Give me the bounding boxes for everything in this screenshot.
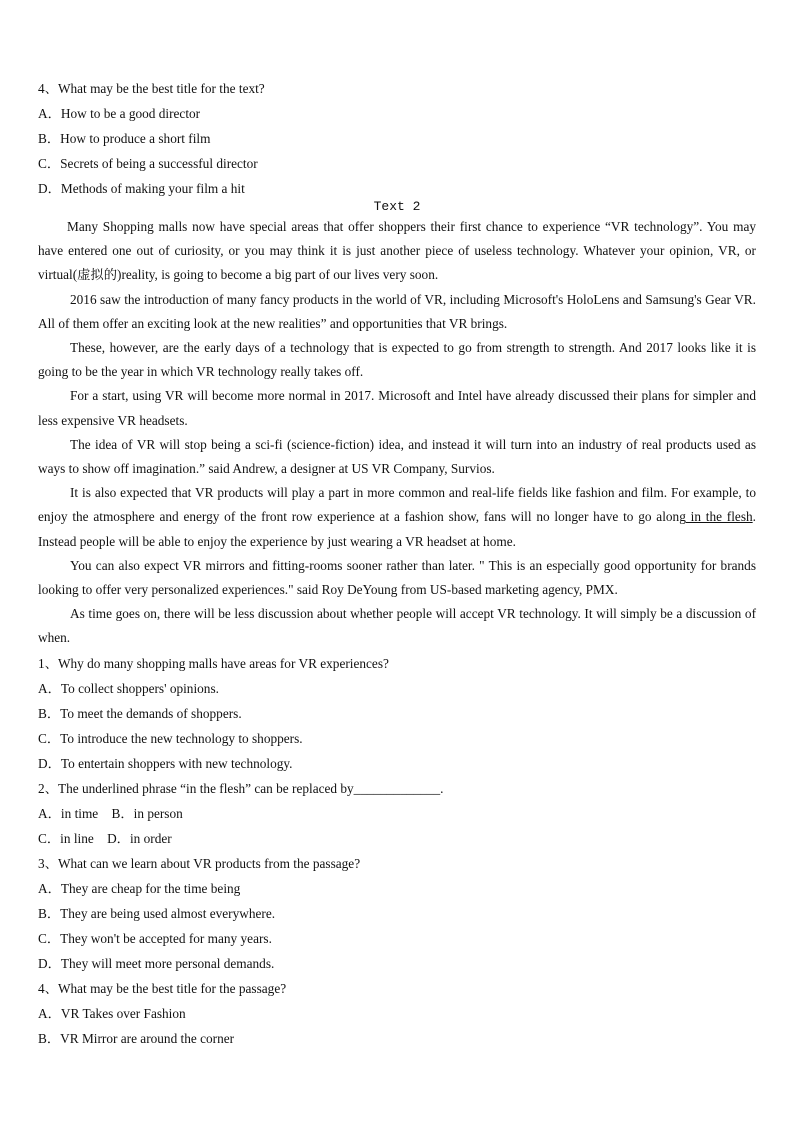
paragraph: These, however, are the early days of a technology that is expected to go from strength to strength. And 2017 looks like it is going to be the year in which VR technology really takes off.	[38, 340, 756, 380]
question-text: 1、Why do many shopping malls have areas for VR experiences?	[38, 656, 389, 672]
paragraph: You can also expect VR mirrors and fitting-rooms sooner rather than later. " This is an especially good opportunity for brands looking to offer very personalized experiences." said Roy DeYoung from US-based marketing agency, PMX.	[38, 557, 756, 598]
question-text: 2、The underlined phrase “in the flesh” can be replaced by_____________.	[38, 781, 444, 797]
option: A．VR Takes over Fashion	[38, 1006, 186, 1022]
option: D．Methods of making your film a hit	[38, 181, 245, 196]
previous-question	[38, 76, 756, 201]
option: A．How to be a good director	[38, 106, 201, 121]
option: C．Secrets of being a successful director	[38, 156, 258, 171]
question-2	[38, 776, 756, 851]
option: D．To entertain shoppers with new technology.	[38, 756, 293, 772]
section-title: Text 2	[373, 199, 421, 214]
option: C．To introduce the new technology to shoppers.	[38, 731, 303, 747]
option: A．They are cheap for the time being	[38, 881, 241, 897]
question-text: 4、What may be the best title for the text?	[38, 81, 265, 96]
paragraph: As time goes on, there will be less discussion about whether people will accept VR technology. It will simply be a discussion of when.	[38, 606, 756, 646]
paragraph	[38, 481, 756, 554]
question-1	[38, 651, 756, 776]
option: B．VR Mirror are around the corner	[38, 1031, 235, 1047]
option: A．in time B．in person	[38, 806, 183, 822]
paragraph: The idea of VR will stop being a sci-fi (science-fiction) idea, and instead it will turn into an industry of real products used as ways to show off imagination.” said Andrew, a designer at US VR Company, Survios.	[38, 436, 756, 477]
option: C．in line D．in order	[38, 831, 172, 847]
questions	[38, 651, 756, 1051]
option: D．They will meet more personal demands.	[38, 956, 275, 972]
paragraph: For a start, using VR will become more normal in 2017. Microsoft and Intel have already discussed their plans for simpler and less expensive VR headsets.	[38, 388, 756, 428]
document-page	[38, 76, 756, 1051]
question-text: 4、What may be the best title for the passage?	[38, 981, 287, 997]
option: B．To meet the demands of shoppers.	[38, 706, 242, 722]
text: . Instead people will be able to enjoy the experience by just wearing a VR headset at home.	[38, 509, 756, 549]
underlined-phrase: in the flesh	[685, 509, 753, 525]
text: It is also expected that VR products will play a part in more common and real-life fields like fashion and film. For example, to enjoy the atmosphere and energy of the front row experience at a fashion show, fans will no longer have to go along	[38, 485, 756, 525]
question-text: 3、What can we learn about VR products from the passage?	[38, 856, 361, 872]
passage	[38, 215, 756, 651]
option: B．How to produce a short film	[38, 131, 211, 146]
option: A．To collect shoppers' opinions.	[38, 681, 219, 697]
question-3	[38, 851, 756, 976]
option: B．They are being used almost everywhere.	[38, 906, 276, 922]
paragraph: Many Shopping malls now have special areas that offer shoppers their first chance to experience “VR technology”. You may have entered one out of curiosity, or you may think it is just another piece of useless technology. Whatever your opinion, VR, or virtual(虚拟的)reality, is going to become a big part of our lives very soon.	[38, 219, 756, 283]
option: C．They won't be accepted for many years.	[38, 931, 272, 947]
paragraph: 2016 saw the introduction of many fancy products in the world of VR, including Microsoft's HoloLens and Samsung's Gear VR. All of them offer an exciting look at the new realities” and opportunities that VR brings.	[38, 291, 756, 331]
question-4	[38, 976, 756, 1051]
